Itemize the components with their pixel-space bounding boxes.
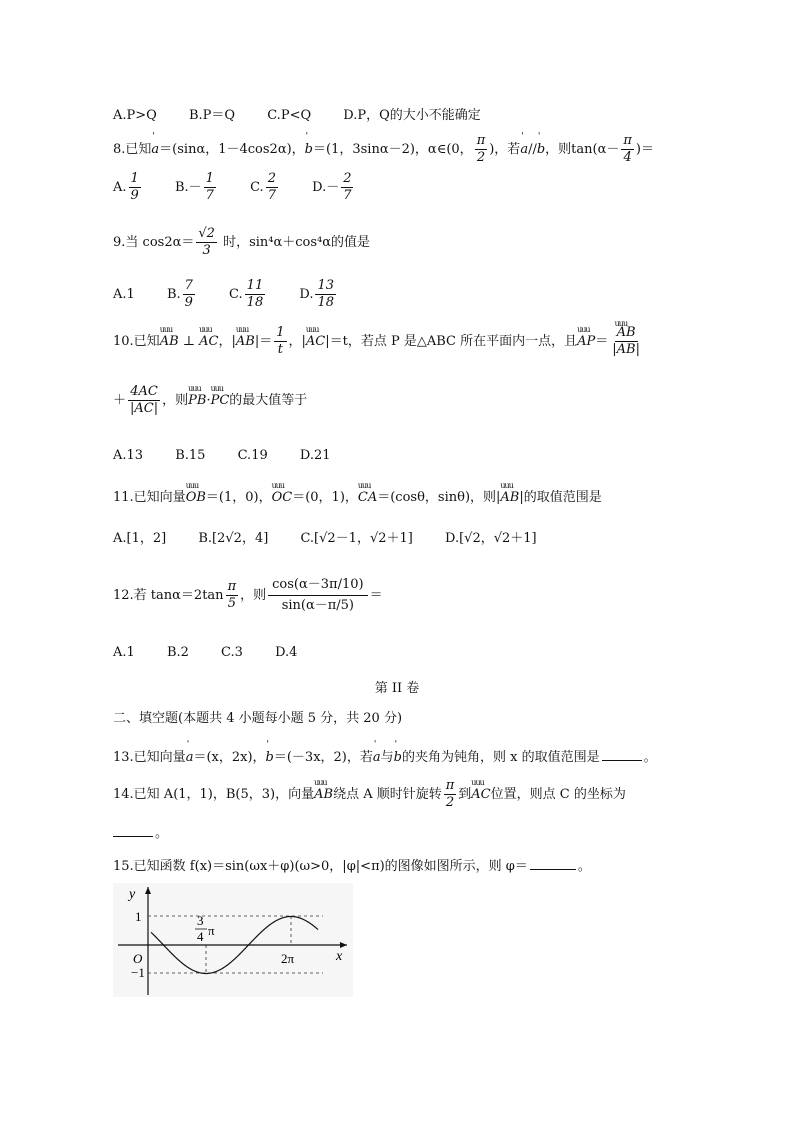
part2-header: 二、填空题(本题共 4 小题每小题 5 分，共 20 分)	[113, 711, 403, 726]
x-axis-label: x	[336, 949, 343, 964]
q11-stem: 11.已知向量uuu OB＝(1，0)，uuu OC＝(0，1)，uuu CA＝(cosθ，sinθ)，则|uuu AB|的取值范围是	[113, 486, 602, 505]
q10-stem-line2: ＋ $\frac{4AC}{|AC|}$ ，则uuu PB·uuu PC的最大值等于	[113, 384, 307, 417]
q8-options	[113, 171, 383, 204]
q14-stem: 14.已知 A(1，1)，B(5，3)，向量uuu AB绕点 A 顺时针旋转 $\frac{\pi}{2}$ 到uuu AC位置，则点 C 的坐标为	[113, 778, 626, 811]
fraction: uuu $\frac{AB}{|AB|}$	[610, 325, 642, 358]
fraction: $\frac{4AC}{|AC|}$	[130, 384, 159, 416]
q13-stem: 13.已知向量' a＝(x，2x)，' b＝(－3x，2)，若' a与' b的夹角为钝角，则 x 的取值范围是 。	[113, 746, 657, 765]
q14-answer-line: 。	[113, 822, 168, 841]
q15-stem: 15.已知函数 f(x)＝sin(ωx＋φ)(ω>0，|φ|<π)的图像如图所示，则 φ＝ 。	[113, 859, 591, 874]
fraction: $\frac{\pi}{5}$	[227, 579, 237, 611]
option: B.2	[166, 645, 189, 660]
q7-options	[113, 104, 509, 123]
min-x-pi: π	[208, 923, 215, 938]
option: D. $\frac{13}{18}$	[299, 278, 334, 310]
answer-blank[interactable]	[530, 869, 576, 870]
q9-stem: 9.当 cos2α＝ $\frac{√2}{3}$ 时，sin⁴α＋cos⁴α的值是	[113, 226, 371, 258]
fraction: $\frac{\cos(\alpha-3\pi/10)}{\sin(\alpha-\pi/5)}$	[268, 575, 367, 616]
option: A. $\frac{1}{9}$	[113, 171, 139, 203]
y-axis-label: y	[129, 887, 136, 902]
option: A.P>Q	[113, 108, 157, 123]
option: C.[√2－1，√2＋1]	[300, 531, 413, 546]
option: C.19	[237, 448, 268, 463]
origin-label: O	[133, 951, 143, 966]
option: C. $\frac{11}{18}$	[229, 278, 264, 310]
option: A.1	[113, 645, 135, 660]
y-tick-1: 1	[135, 909, 142, 924]
option: A.[1，2]	[113, 531, 167, 546]
option: C.3	[221, 645, 243, 660]
option: D.P，Q的大小不能确定	[343, 108, 481, 123]
q9-options	[113, 278, 366, 311]
option: B. $\frac{7}{9}$	[166, 278, 193, 310]
q12-stem: 12.若 tanα＝2tan $\frac{\pi}{5}$ ，则 $\frac{\cos(\alpha-3\pi/10)}{\sin(\alpha-\pi/5)}$ ＝	[113, 575, 383, 616]
option: D.4	[275, 645, 298, 660]
fraction: $\frac{1}{t}$	[276, 325, 285, 357]
q10-options	[113, 448, 359, 463]
q8-stem: 8.已知' a＝(sinα，1－4cos2α)，' b＝(1，3sinα－2)，α∈(0， $\frac{\pi}{2}$ )，若' a//' b，则tan(α－ $\frac{\pi}{4}$ )＝	[113, 133, 654, 166]
q11-options	[113, 527, 565, 546]
section-title: 第 II 卷	[374, 681, 420, 696]
graph-svg	[113, 883, 353, 997]
max-x-label: 2π	[281, 951, 295, 966]
q12-options	[113, 645, 325, 660]
answer-blank[interactable]	[113, 836, 153, 837]
option: B.－ $\frac{1}{7}$	[174, 171, 214, 203]
fraction: $\frac{√2}{3}$	[198, 226, 215, 258]
option: B.P＝Q	[188, 108, 236, 123]
min-x-num: 3	[197, 913, 204, 928]
fraction: $\frac{\pi}{2}$	[445, 778, 455, 810]
fraction: $\frac{\pi}{4}$	[623, 133, 632, 165]
min-x-den: 4	[197, 929, 204, 944]
graph-background	[113, 883, 353, 997]
option: D.[√2，√2＋1]	[445, 531, 537, 546]
option: D.21	[299, 448, 331, 463]
y-tick-neg1: −1	[131, 965, 145, 980]
option: C.P<Q	[267, 108, 312, 123]
sine-graph	[113, 883, 353, 1001]
option: D.－ $\frac{2}{7}$	[312, 171, 352, 203]
option: A.1	[113, 287, 135, 302]
answer-blank[interactable]	[602, 760, 642, 761]
option: B.15	[175, 448, 206, 463]
option: C. $\frac{2}{7}$	[250, 171, 276, 203]
q10-stem: 10.已知uuu AB ⊥ uuu AC，|uuu AB|＝ $\frac{1}{t}$ ，|uuu AC|＝t，若点 P 是△ABC 所在平面内一点，且uuu AP＝ uuu $\frac{AB}{|AB|}$	[113, 325, 644, 358]
option: A.13	[113, 448, 144, 463]
fraction: $\frac{\pi}{2}$	[476, 133, 486, 165]
option: B.[2√2，4]	[198, 531, 269, 546]
